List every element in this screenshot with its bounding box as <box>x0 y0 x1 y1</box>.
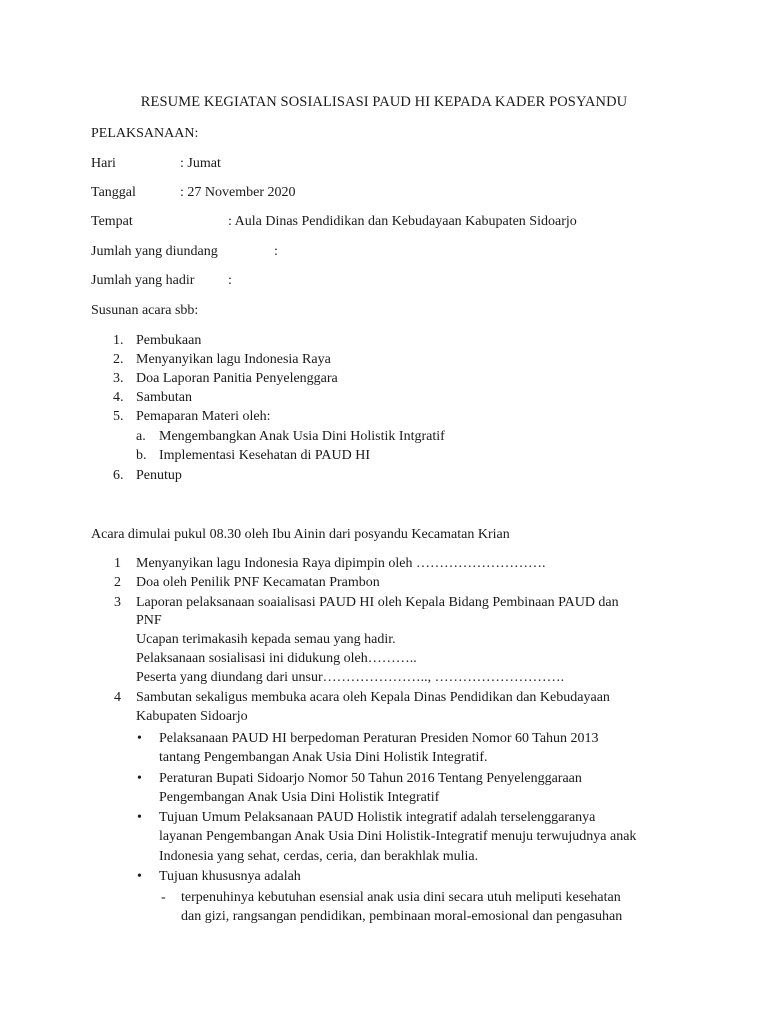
list-item: Sambutan <box>136 390 192 405</box>
bullet-mark: • <box>137 810 142 825</box>
bullet-mark: • <box>137 869 142 884</box>
acara-item: Menyanyikan lagu Indonesia Raya dipimpin oleh ………………………. <box>136 556 546 571</box>
acara-number: 3 <box>114 595 121 610</box>
tanggal-label: Tanggal <box>91 185 136 200</box>
tempat-label: Tempat <box>91 214 133 229</box>
bullet-item-line: Indonesia yang sehat, cerdas, ceria, dan berakhlak mulia. <box>159 849 479 864</box>
acara-item-line: Ucapan terimakasih kepada semau yang hadir. <box>136 632 396 647</box>
bullet-mark: • <box>137 731 142 746</box>
acara-item: Doa oleh Penilik PNF Kecamatan Prambon <box>136 575 380 590</box>
jumlah-diundang-label: Jumlah yang diundang <box>91 244 218 259</box>
tanggal-value: : 27 November 2020 <box>180 185 296 200</box>
acara-item-line: PNF <box>136 613 162 628</box>
bullet-item-line: layanan Pengembangan Anak Usia Dini Holistik-Integratif menuju terwujudnya anak <box>159 829 637 844</box>
document-title: RESUME KEGIATAN SOSIALISASI PAUD HI KEPADA KADER POSYANDU <box>140 94 628 110</box>
sub-list-letter: a. <box>136 429 146 444</box>
list-item: Pembukaan <box>136 333 202 348</box>
acara-item-line: Kabupaten Sidoarjo <box>136 709 248 724</box>
list-item-number: 3. <box>113 371 124 386</box>
acara-number: 4 <box>114 690 121 705</box>
bullet-item-line: Tujuan Umum Pelaksanaan PAUD Holistik integratif adalah terselenggaranya <box>159 810 596 825</box>
bullet-item-line: Pengembangan Anak Usia Dini Holistik Integratif <box>159 790 440 805</box>
bullet-item-line: Peraturan Bupati Sidoarjo Nomor 50 Tahun 2016 Tentang Penyelenggaraan <box>159 771 582 786</box>
acara-item-line: Sambutan sekaligus membuka acara oleh Kepala Dinas Pendidikan dan Kebudayaan <box>136 690 610 705</box>
acara-item-line: Laporan pelaksanaan soaialisasi PAUD HI oleh Kepala Bidang Pembinaan PAUD dan <box>136 595 619 610</box>
dash-item-line: dan gizi, rangsangan pendidikan, pembinaan moral-emosional dan pengasuhan <box>181 909 623 924</box>
list-item-number: 6. <box>113 468 124 483</box>
tempat-value: : Aula Dinas Pendidikan dan Kebudayaan Kabupaten Sidoarjo <box>228 214 577 229</box>
list-item: Penutup <box>136 468 182 483</box>
acara-number: 1 <box>114 556 121 571</box>
list-item: Doa Laporan Panitia Penyelenggara <box>136 371 338 386</box>
bullet-item-line: Tujuan khususnya adalah <box>159 869 301 884</box>
acara-item-line: Pelaksanaan sosialisasi ini didukung oleh……….. <box>136 651 417 666</box>
jumlah-diundang-value: : <box>274 244 278 259</box>
acara-item-line: Peserta yang diundang dari unsur………………….., ………………………. <box>136 670 565 685</box>
jumlah-hadir-label: Jumlah yang hadir <box>91 273 195 288</box>
list-item-number: 4. <box>113 390 124 405</box>
jumlah-hadir-value: : <box>228 273 232 288</box>
sub-list-letter: b. <box>136 448 147 463</box>
acara-number: 2 <box>114 575 121 590</box>
bullet-item-line: Pelaksanaan PAUD HI berpedoman Peraturan Presiden Nomor 60 Tahun 2013 <box>159 731 599 746</box>
list-item-number: 5. <box>113 409 124 424</box>
sub-list-item: Mengembangkan Anak Usia Dini Holistik Intgratif <box>159 429 445 444</box>
susunan-label: Susunan acara sbb: <box>91 303 199 318</box>
dash-item-line: terpenuhinya kebutuhan esensial anak usia dini secara utuh meliputi kesehatan <box>181 890 621 905</box>
sub-list-item: Implementasi Kesehatan di PAUD HI <box>159 448 370 463</box>
list-item: Menyanyikan lagu Indonesia Raya <box>136 352 331 367</box>
pelaksanaan-heading: PELAKSANAAN: <box>91 126 199 141</box>
bullet-item-line: tantang Pengembangan Anak Usia Dini Holistik Integratif. <box>159 750 488 765</box>
bullet-mark: • <box>137 771 142 786</box>
list-item: Pemaparan Materi oleh: <box>136 409 271 424</box>
acara-intro: Acara dimulai pukul 08.30 oleh Ibu Ainin dari posyandu Kecamatan Krian <box>91 527 510 542</box>
list-item-number: 1. <box>113 333 124 348</box>
hari-label: Hari <box>91 156 116 171</box>
hari-value: : Jumat <box>180 156 221 171</box>
list-item-number: 2. <box>113 352 124 367</box>
dash-mark: - <box>161 890 166 905</box>
